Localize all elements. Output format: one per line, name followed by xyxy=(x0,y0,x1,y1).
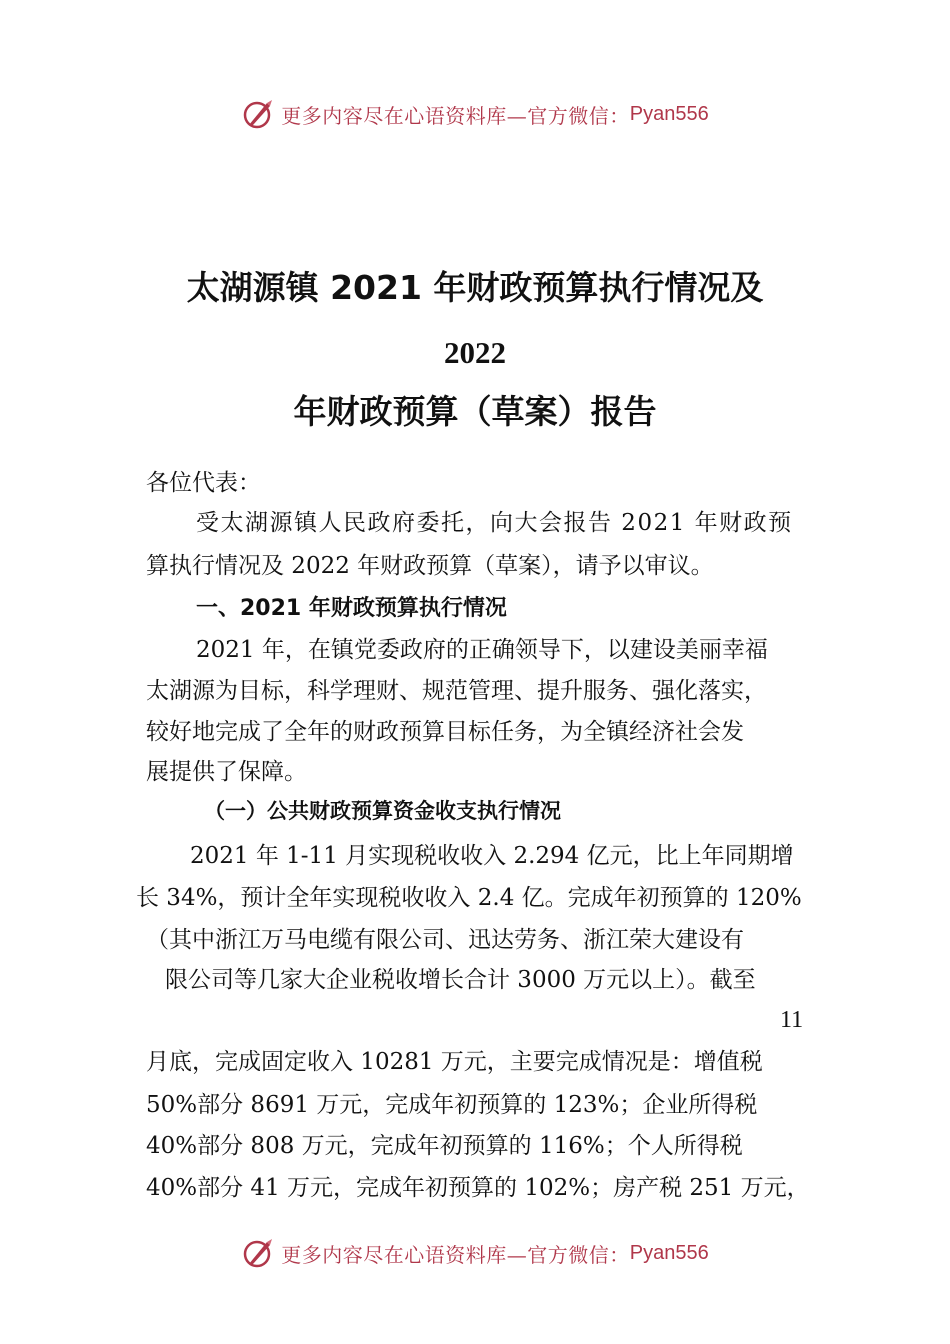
paragraph-line: 限公司等几家大企业税收增长合计 3000 万元以上）。截至 xyxy=(165,967,756,993)
paragraph-line: 50%部分 8691 万元，完成年初预算的 123%；企业所得税 xyxy=(146,1092,758,1118)
doc-title-line-3: 年财政预算（草案）报告 xyxy=(293,392,657,431)
paragraph-line: 受太湖源镇人民政府委托，向大会报告 2021 年财政预 xyxy=(196,510,793,536)
doc-title-line-2: 2022 xyxy=(444,335,506,370)
paragraph-line: （其中浙江万马电缆有限公司、迅达劳务、浙江荣大建设有 xyxy=(146,927,744,953)
paragraph-line: 算执行情况及 2022 年财政预算（草案），请予以审议。 xyxy=(146,553,714,579)
doc-title-line-1: 太湖源镇 2021 年财政预算执行情况及 xyxy=(186,268,764,307)
paragraph-line: 月底，完成固定收入 10281 万元，主要完成情况是：增值税 xyxy=(146,1049,763,1075)
paragraph-line: 2021 年 1-11 月实现税收收入 2.294 亿元，比上年同期增 xyxy=(190,843,794,869)
watermark-banner-top xyxy=(0,94,950,134)
salutation: 各位代表： xyxy=(146,470,261,496)
paragraph-line: 40%部分 808 万元，完成年初预算的 116%；个人所得税 xyxy=(146,1133,743,1159)
paragraph-line: 太湖源为目标，科学理财、规范管理、提升服务、强化落实， xyxy=(146,678,767,704)
watermark-id: Pyan556 xyxy=(629,102,709,125)
paragraph-line: 长 34%，预计全年实现税收收入 2.4 亿。完成年初预算的 120% xyxy=(136,885,802,911)
watermark-id: Pyan556 xyxy=(629,1241,709,1264)
watermark-banner-bottom xyxy=(0,1233,950,1273)
watermark-text: 更多内容尽在心语资料库—官方微信： xyxy=(281,103,630,128)
paragraph-line: 11 xyxy=(780,1007,804,1033)
paragraph-line: 2021 年，在镇党委政府的正确领导下，以建设美丽幸福 xyxy=(196,637,768,663)
section-heading-1: 一、2021 年财政预算执行情况 xyxy=(196,596,507,621)
quill-logo-icon xyxy=(241,1236,275,1270)
paragraph-line: 40%部分 41 万元，完成年初预算的 102%；房产税 251 万元， xyxy=(146,1175,810,1201)
paragraph-line: 较好地完成了全年的财政预算目标任务，为全镇经济社会发 xyxy=(146,719,744,745)
quill-logo-icon xyxy=(241,97,275,131)
watermark-text: 更多内容尽在心语资料库—官方微信： xyxy=(281,1242,630,1267)
section-heading-2: （一）公共财政预算资金收支执行情况 xyxy=(204,799,561,823)
paragraph-line: 展提供了保障。 xyxy=(146,759,307,785)
